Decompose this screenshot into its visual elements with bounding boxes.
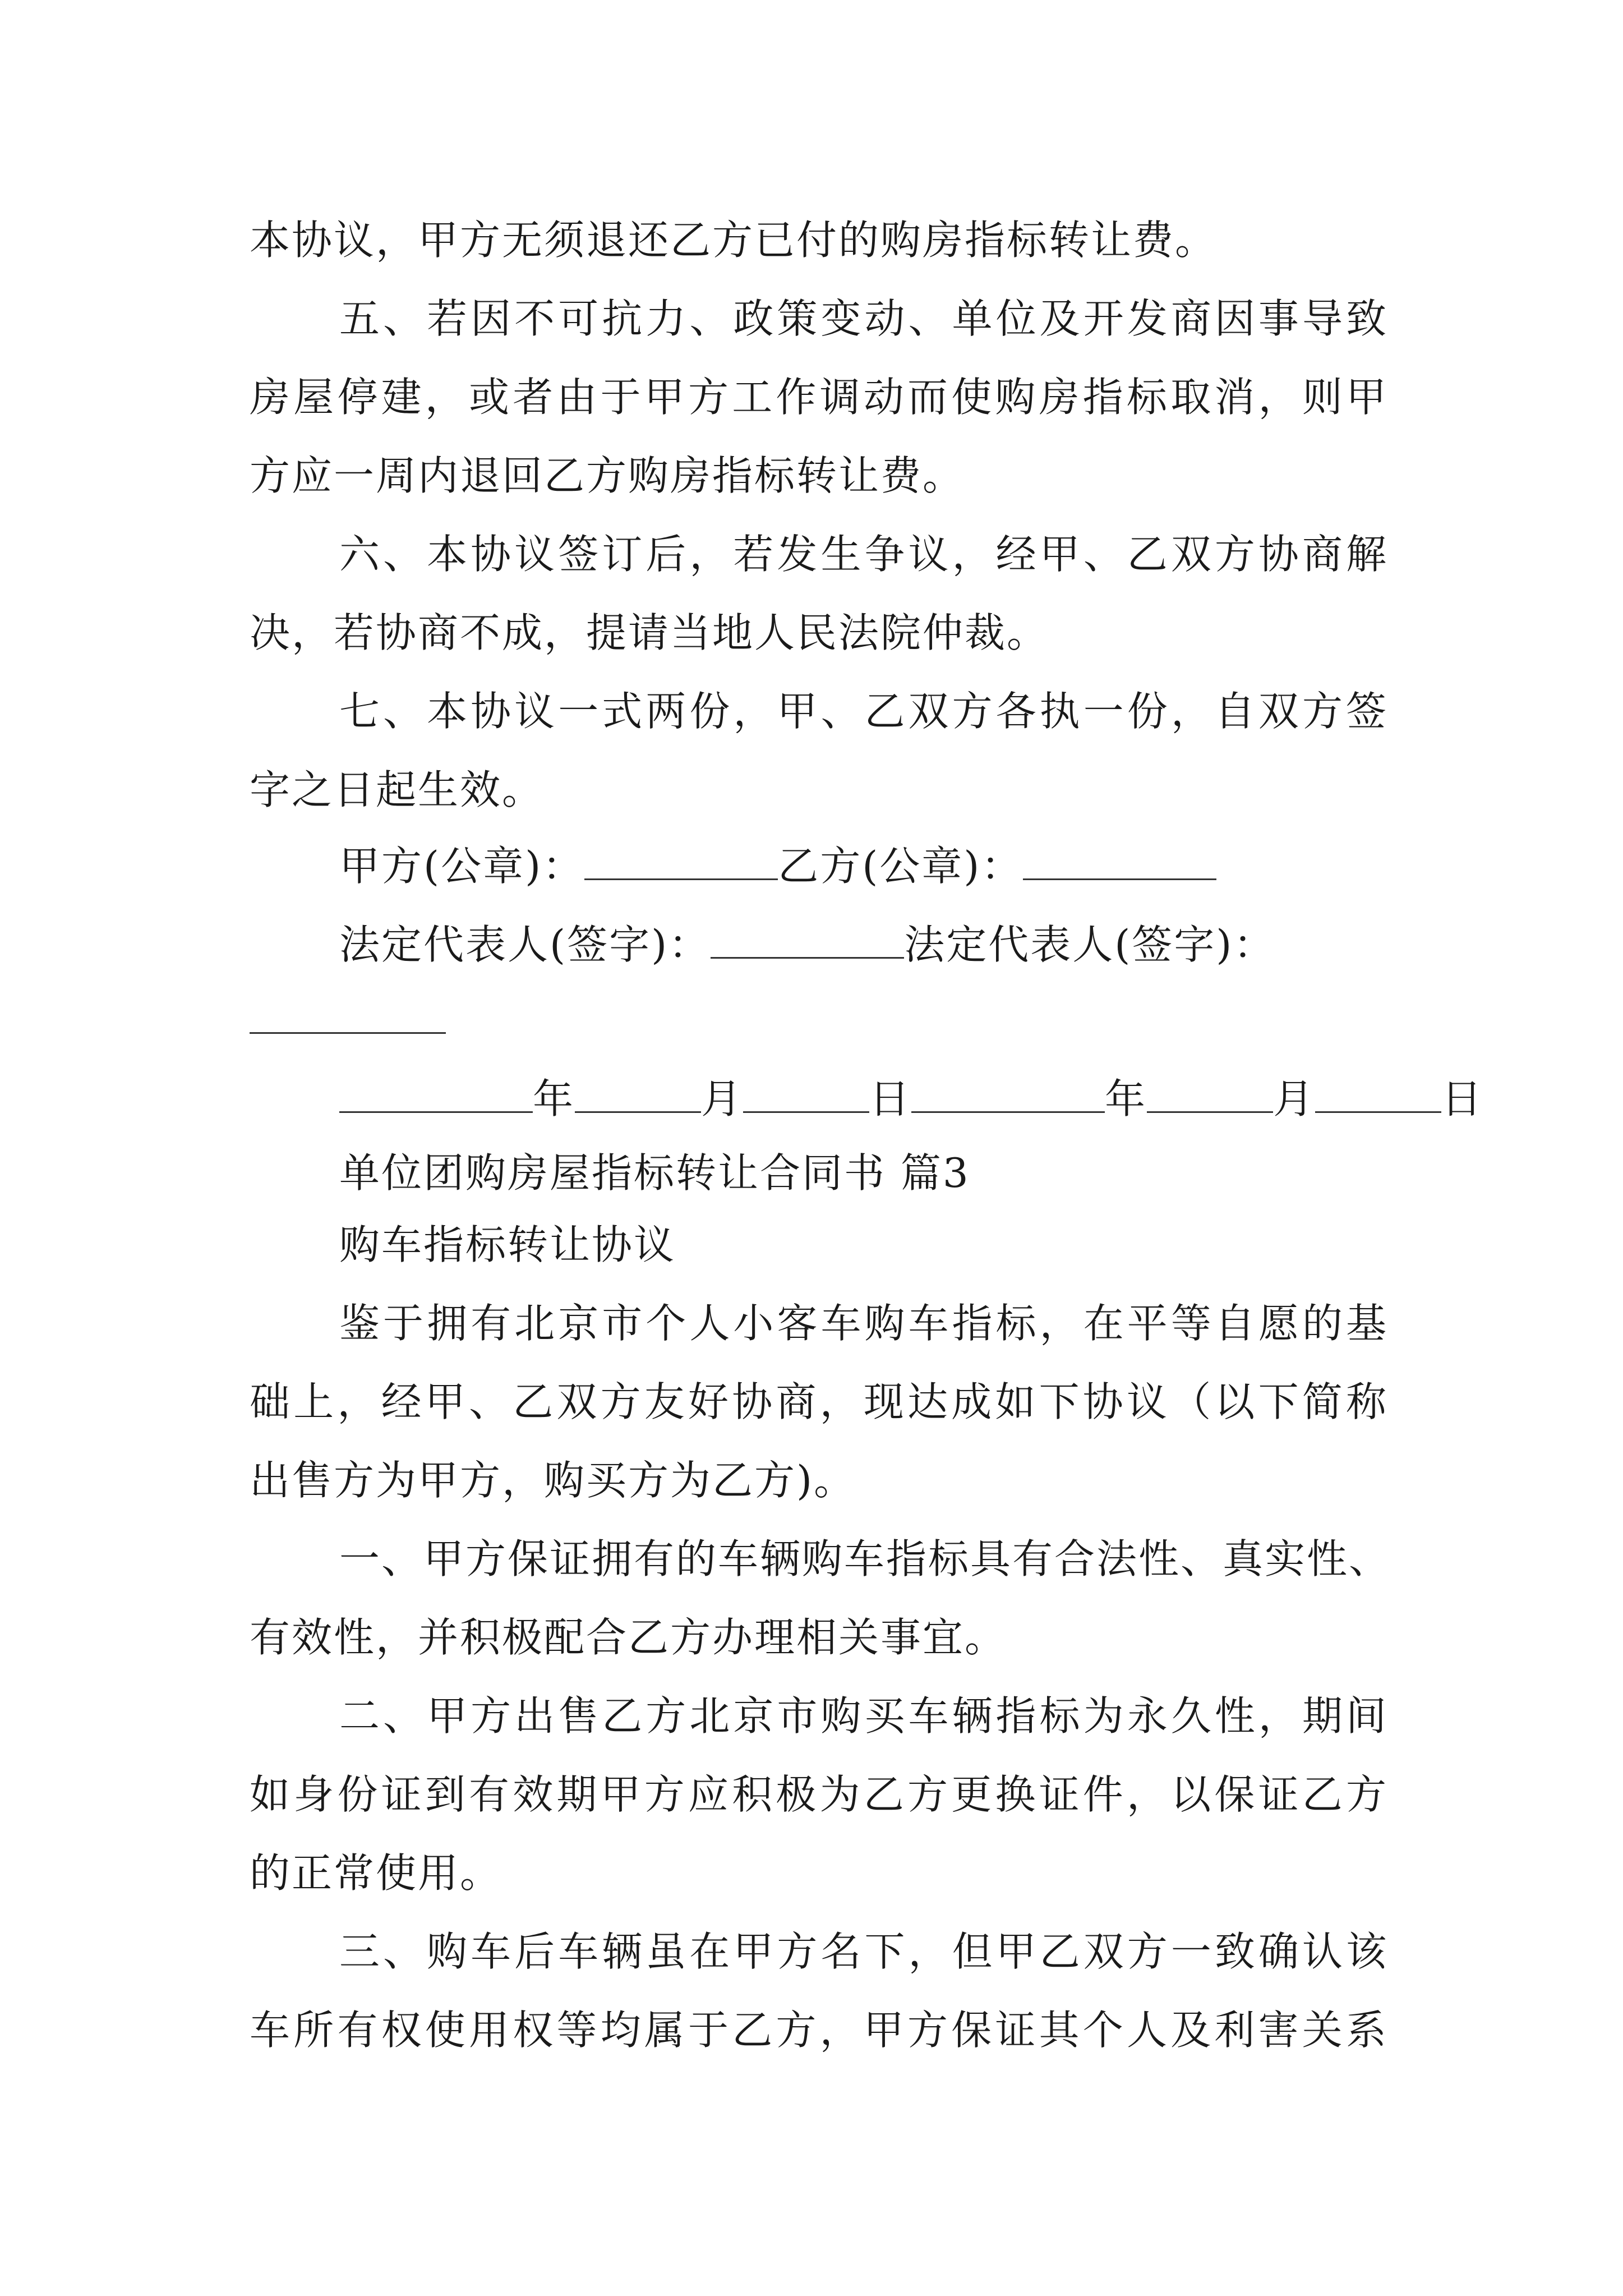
year-label: 年 <box>1105 1075 1147 1122</box>
rep-a-label: 法定代表人(签字)： <box>339 921 711 968</box>
month-label: 月 <box>701 1075 744 1122</box>
year-label: 年 <box>533 1075 575 1122</box>
date-line <box>339 1074 1484 1122</box>
paragraph-line: 房屋停建，或者由于甲方工作调动而使购房指标取消，则甲 <box>250 374 1388 421</box>
section-heading: 单位团购房屋指标转让合同书 篇3 <box>339 1149 970 1197</box>
party-b-seal-label: 乙方(公章)： <box>778 843 1023 890</box>
preamble: 鉴于拥有北京市个人小客车购车指标，在平等自愿的基 <box>339 1300 1388 1347</box>
clause-seven: 七、本协议一式两份，甲、乙双方各执一份，自双方签 <box>339 688 1388 735</box>
blank-field <box>911 1074 1105 1113</box>
paragraph-line: 的正常使用。 <box>250 1849 502 1897</box>
blank-field <box>711 920 904 959</box>
blank-field <box>250 1032 446 1034</box>
blank-field <box>1315 1074 1441 1113</box>
blank-field <box>584 841 778 880</box>
clause-six: 六、本协议签订后，若发生争议，经甲、乙双方协商解 <box>339 531 1388 578</box>
clause-three: 三、购车后车辆虽在甲方名下，但甲乙双方一致确认该 <box>339 1928 1388 1975</box>
seal-line <box>339 841 1388 890</box>
paragraph-line: 出售方为甲方，购买方为乙方)。 <box>250 1457 856 1504</box>
paragraph-line: 字之日起生效。 <box>250 766 545 813</box>
blank-field <box>743 1074 869 1113</box>
clause-one: 一、甲方保证拥有的车辆购车指标具有合法性、真实性、 <box>339 1535 1391 1582</box>
party-a-seal-label: 甲方(公章)： <box>339 843 585 890</box>
paragraph-line: 如身份证到有效期甲方应积极为乙方更换证件，以保证乙方 <box>250 1771 1388 1818</box>
blank-field <box>1023 841 1216 880</box>
blank-field <box>339 1074 533 1113</box>
paragraph-line: 决，若协商不成，提请当地人民法院仲裁。 <box>250 609 1049 656</box>
document-title: 购车指标转让协议 <box>339 1221 676 1268</box>
rep-b-label: 法定代表人(签字)： <box>904 921 1276 968</box>
paragraph-line: 础上，经甲、乙双方友好协商，现达成如下协议（以下简称 <box>250 1378 1388 1425</box>
blank-field <box>1147 1074 1273 1113</box>
clause-five: 五、若因不可抗力、政策变动、单位及开发商因事导致 <box>339 295 1388 342</box>
clause-two: 二、甲方出售乙方北京市购买车辆指标为永久性，期间 <box>339 1692 1388 1740</box>
paragraph-line: 车所有权使用权等均属于乙方，甲方保证其个人及利害关系 <box>250 2007 1388 2054</box>
month-label: 月 <box>1273 1075 1316 1122</box>
day-label: 日 <box>1441 1075 1484 1122</box>
paragraph-line: 有效性，并积极配合乙方办理相关事宜。 <box>250 1614 1007 1661</box>
representative-line <box>339 920 1388 968</box>
blank-field <box>575 1074 701 1113</box>
day-label: 日 <box>869 1075 912 1122</box>
paragraph-line: 方应一周内退回乙方购房指标转让费。 <box>250 452 965 499</box>
paragraph-line: 本协议，甲方无须退还乙方已付的购房指标转让费。 <box>250 217 1218 264</box>
